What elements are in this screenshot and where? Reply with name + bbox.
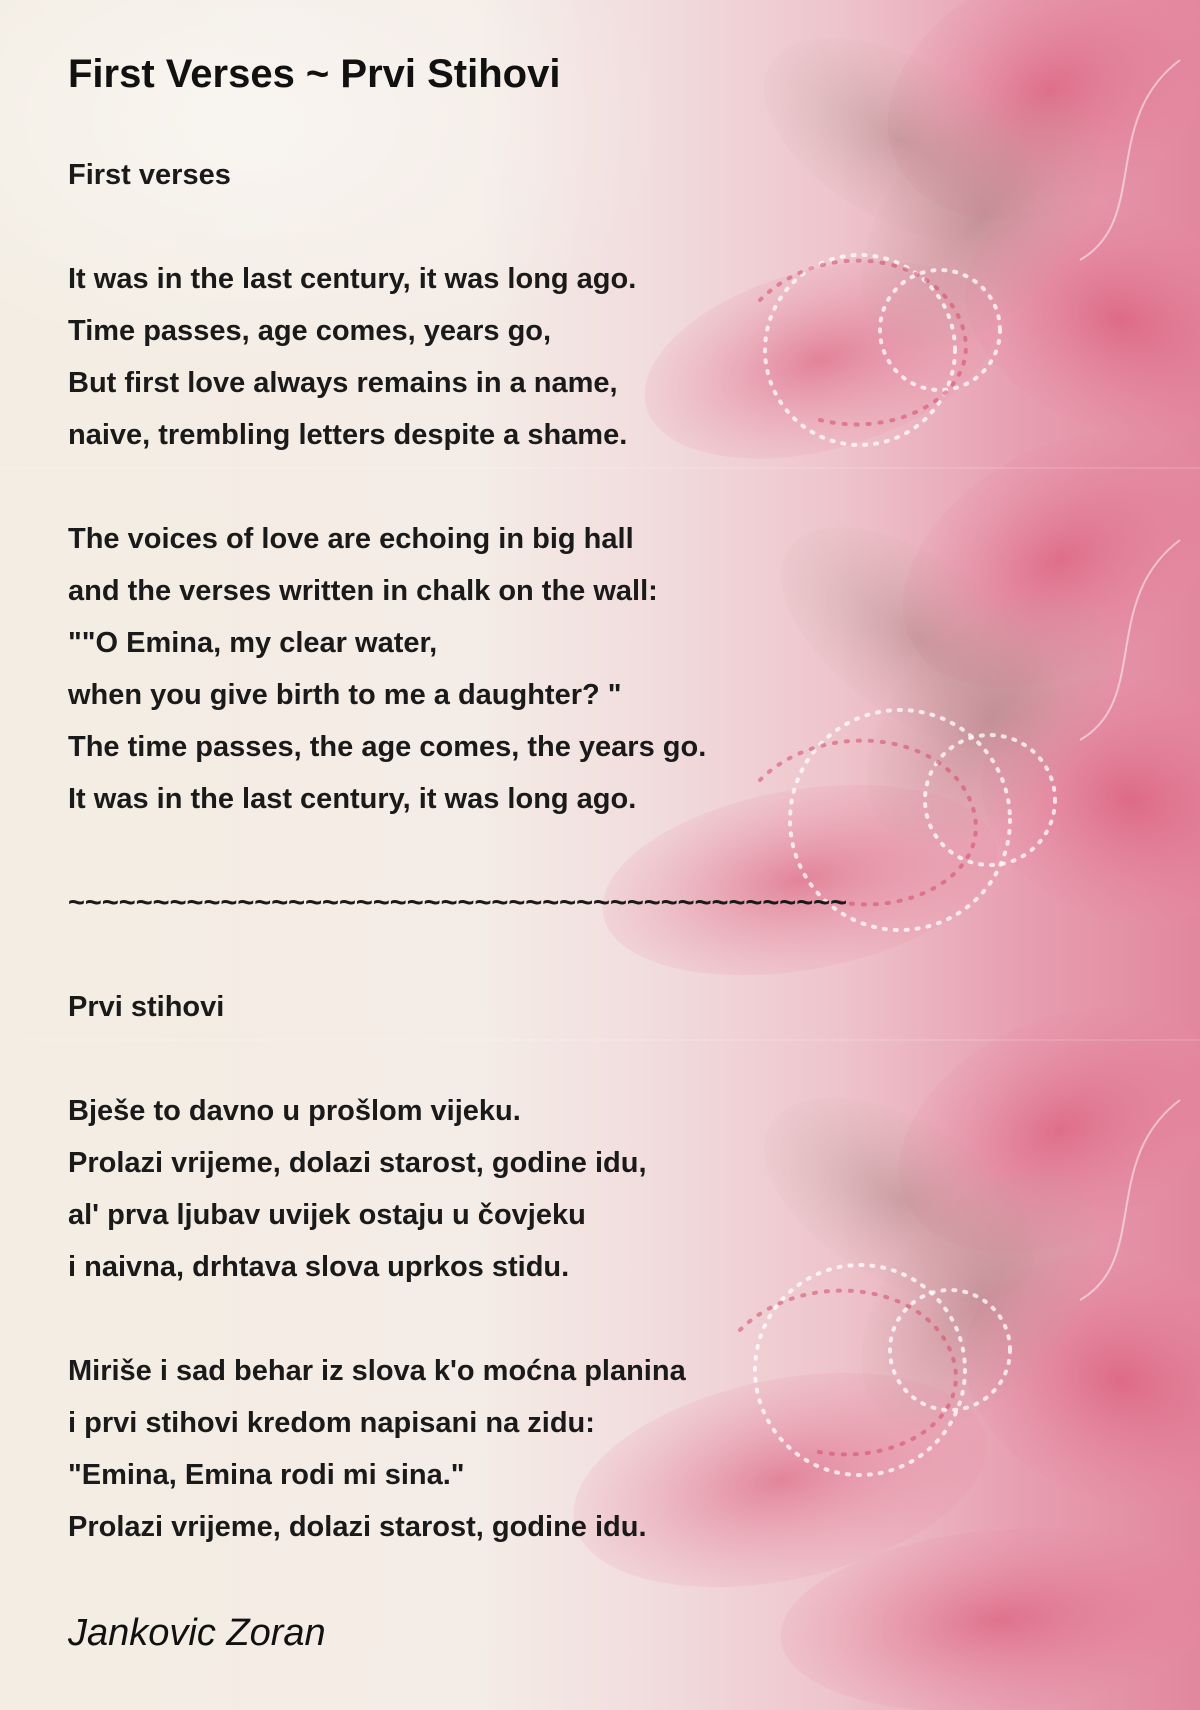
poem-line: It was in the last century, it was long ago. <box>68 783 637 815</box>
poem-title: First Verses ~ Prvi Stihovi <box>68 52 561 96</box>
poem-line: and the verses written in chalk on the wall: <box>68 575 658 607</box>
poem-line: i naivna, drhtava slova uprkos stidu. <box>68 1251 570 1283</box>
poem-line: i prvi stihovi kredom napisani na zidu: <box>68 1407 595 1439</box>
poem-line: Bješe to davno u prošlom vijeku. <box>68 1095 521 1127</box>
poem-line: Prolazi vrijeme, dolazi starost, godine idu. <box>68 1511 647 1543</box>
bosnian-subtitle: Prvi stihovi <box>68 991 225 1023</box>
poem-line: when you give birth to me a daughter? " <box>68 679 622 711</box>
tilde-divider: ~~~~~~~~~~~~~~~~~~~~~~~~~~~~~~~~~~~~~~~~~~~~~~ <box>68 887 848 919</box>
poem-line: But first love always remains in a name, <box>68 367 618 399</box>
poem-line: The time passes, the age comes, the years go. <box>68 731 707 763</box>
poem-line: The voices of love are echoing in big hall <box>68 523 634 555</box>
poem-line: naive, trembling letters despite a shame. <box>68 419 628 451</box>
english-subtitle: First verses <box>68 159 231 191</box>
poem-line: Prolazi vrijeme, dolazi starost, godine idu, <box>68 1147 647 1179</box>
poem-line: al' prva ljubav uvijek ostaju u čovjeku <box>68 1199 586 1231</box>
poem-line: It was in the last century, it was long ago. <box>68 263 637 295</box>
poem-line: Time passes, age comes, years go, <box>68 315 552 347</box>
poem-line: ""O Emina, my clear water, <box>68 627 438 659</box>
poem-line: Miriše i sad behar iz slova k'o moćna planina <box>68 1355 686 1387</box>
poem-line: "Emina, Emina rodi mi sina." <box>68 1459 465 1491</box>
poem-author: Jankovic Zoran <box>68 1612 326 1654</box>
